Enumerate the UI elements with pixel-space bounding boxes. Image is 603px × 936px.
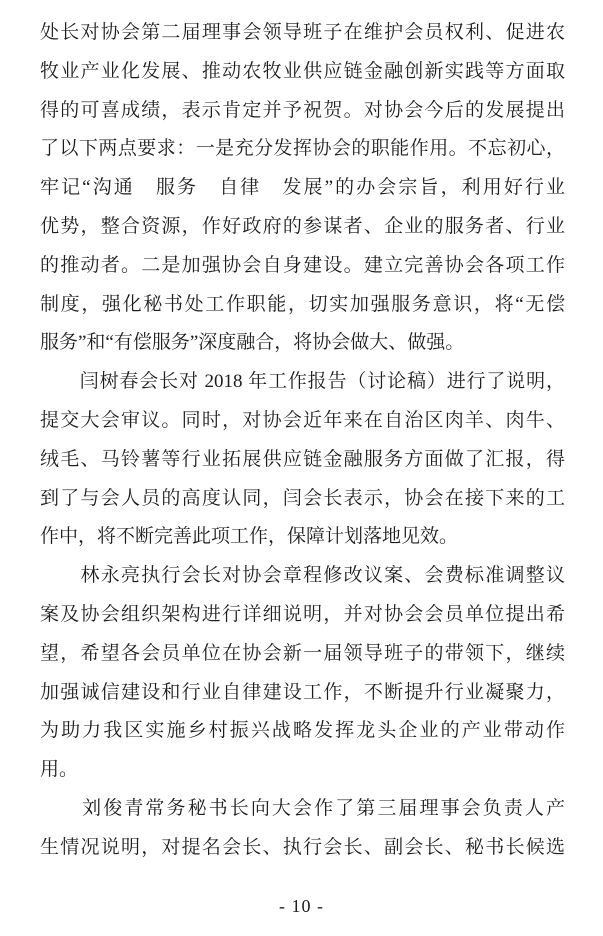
text-line: 为助力我区实施乡村振兴战略发挥龙头企业的产业带动作: [40, 720, 565, 742]
text-line: 牧业产业化发展、推动农牧业供应链金融创新实践等方面取: [40, 60, 565, 82]
text-line: 了以下两点要求：一是充分发挥协会的职能作用。不忘初心，: [40, 138, 565, 160]
text-line: 处长对协会第二届理事会领导班子在维护会员权利、促进农: [40, 22, 565, 43]
text-line: 提交大会审议。同时，对协会近年来在自治区肉羊、肉牛、: [40, 409, 565, 431]
text-line: 加强诚信建设和行业自律建设工作，不断提升行业凝聚力，: [40, 681, 565, 703]
text-line: 绒毛、马铃薯等行业拓展供应链金融服务方面做了汇报，得: [40, 448, 565, 470]
text-line: 服务”和“有偿服务”深度融合，将协会做大、做强。: [40, 332, 465, 354]
text-line: 制度，强化秘书处工作职能，切实加强服务意识，将“无偿: [40, 293, 565, 315]
text-line: 得的可喜成绩，表示肯定并予祝贺。对协会今后的发展提出: [40, 99, 565, 121]
page-number: - 10 -: [279, 896, 324, 916]
text-line: 刘俊青常务秘书长向大会作了第三届理事会负责人产: [40, 797, 565, 819]
text-line: 的推动者。二是加强协会自身建设。建立完善协会各项工作: [40, 254, 565, 276]
text-line: 林永亮执行会长对协会章程修改议案、会费标准调整议: [40, 565, 565, 587]
text-line: 生情况说明，对提名会长、执行会长、副会长、秘书长候选: [40, 836, 565, 858]
text-line: 作中，将不断完善此项工作，保障计划落地见效。: [40, 526, 459, 548]
document-body: [40, 14, 565, 868]
text-line: 闫树春会长对 2018 年工作报告（讨论稿）进行了说明，: [40, 371, 565, 393]
text-line: 望，希望各会员单位在协会新一届领导班子的带领下，继续: [40, 642, 565, 664]
text-line: 到了与会人员的高度认同，闫会长表示，协会在接下来的工: [40, 487, 565, 509]
text-line: 优势，整合资源，作好政府的参谋者、企业的服务者、行业: [40, 215, 565, 237]
text-line: 用。: [40, 759, 79, 781]
text-line: 牢记“沟通 服务 自律 发展”的办会宗旨，利用好行业: [40, 177, 565, 199]
text-line: 案及协会组织架构进行详细说明，并对协会会员单位提出希: [40, 603, 565, 625]
